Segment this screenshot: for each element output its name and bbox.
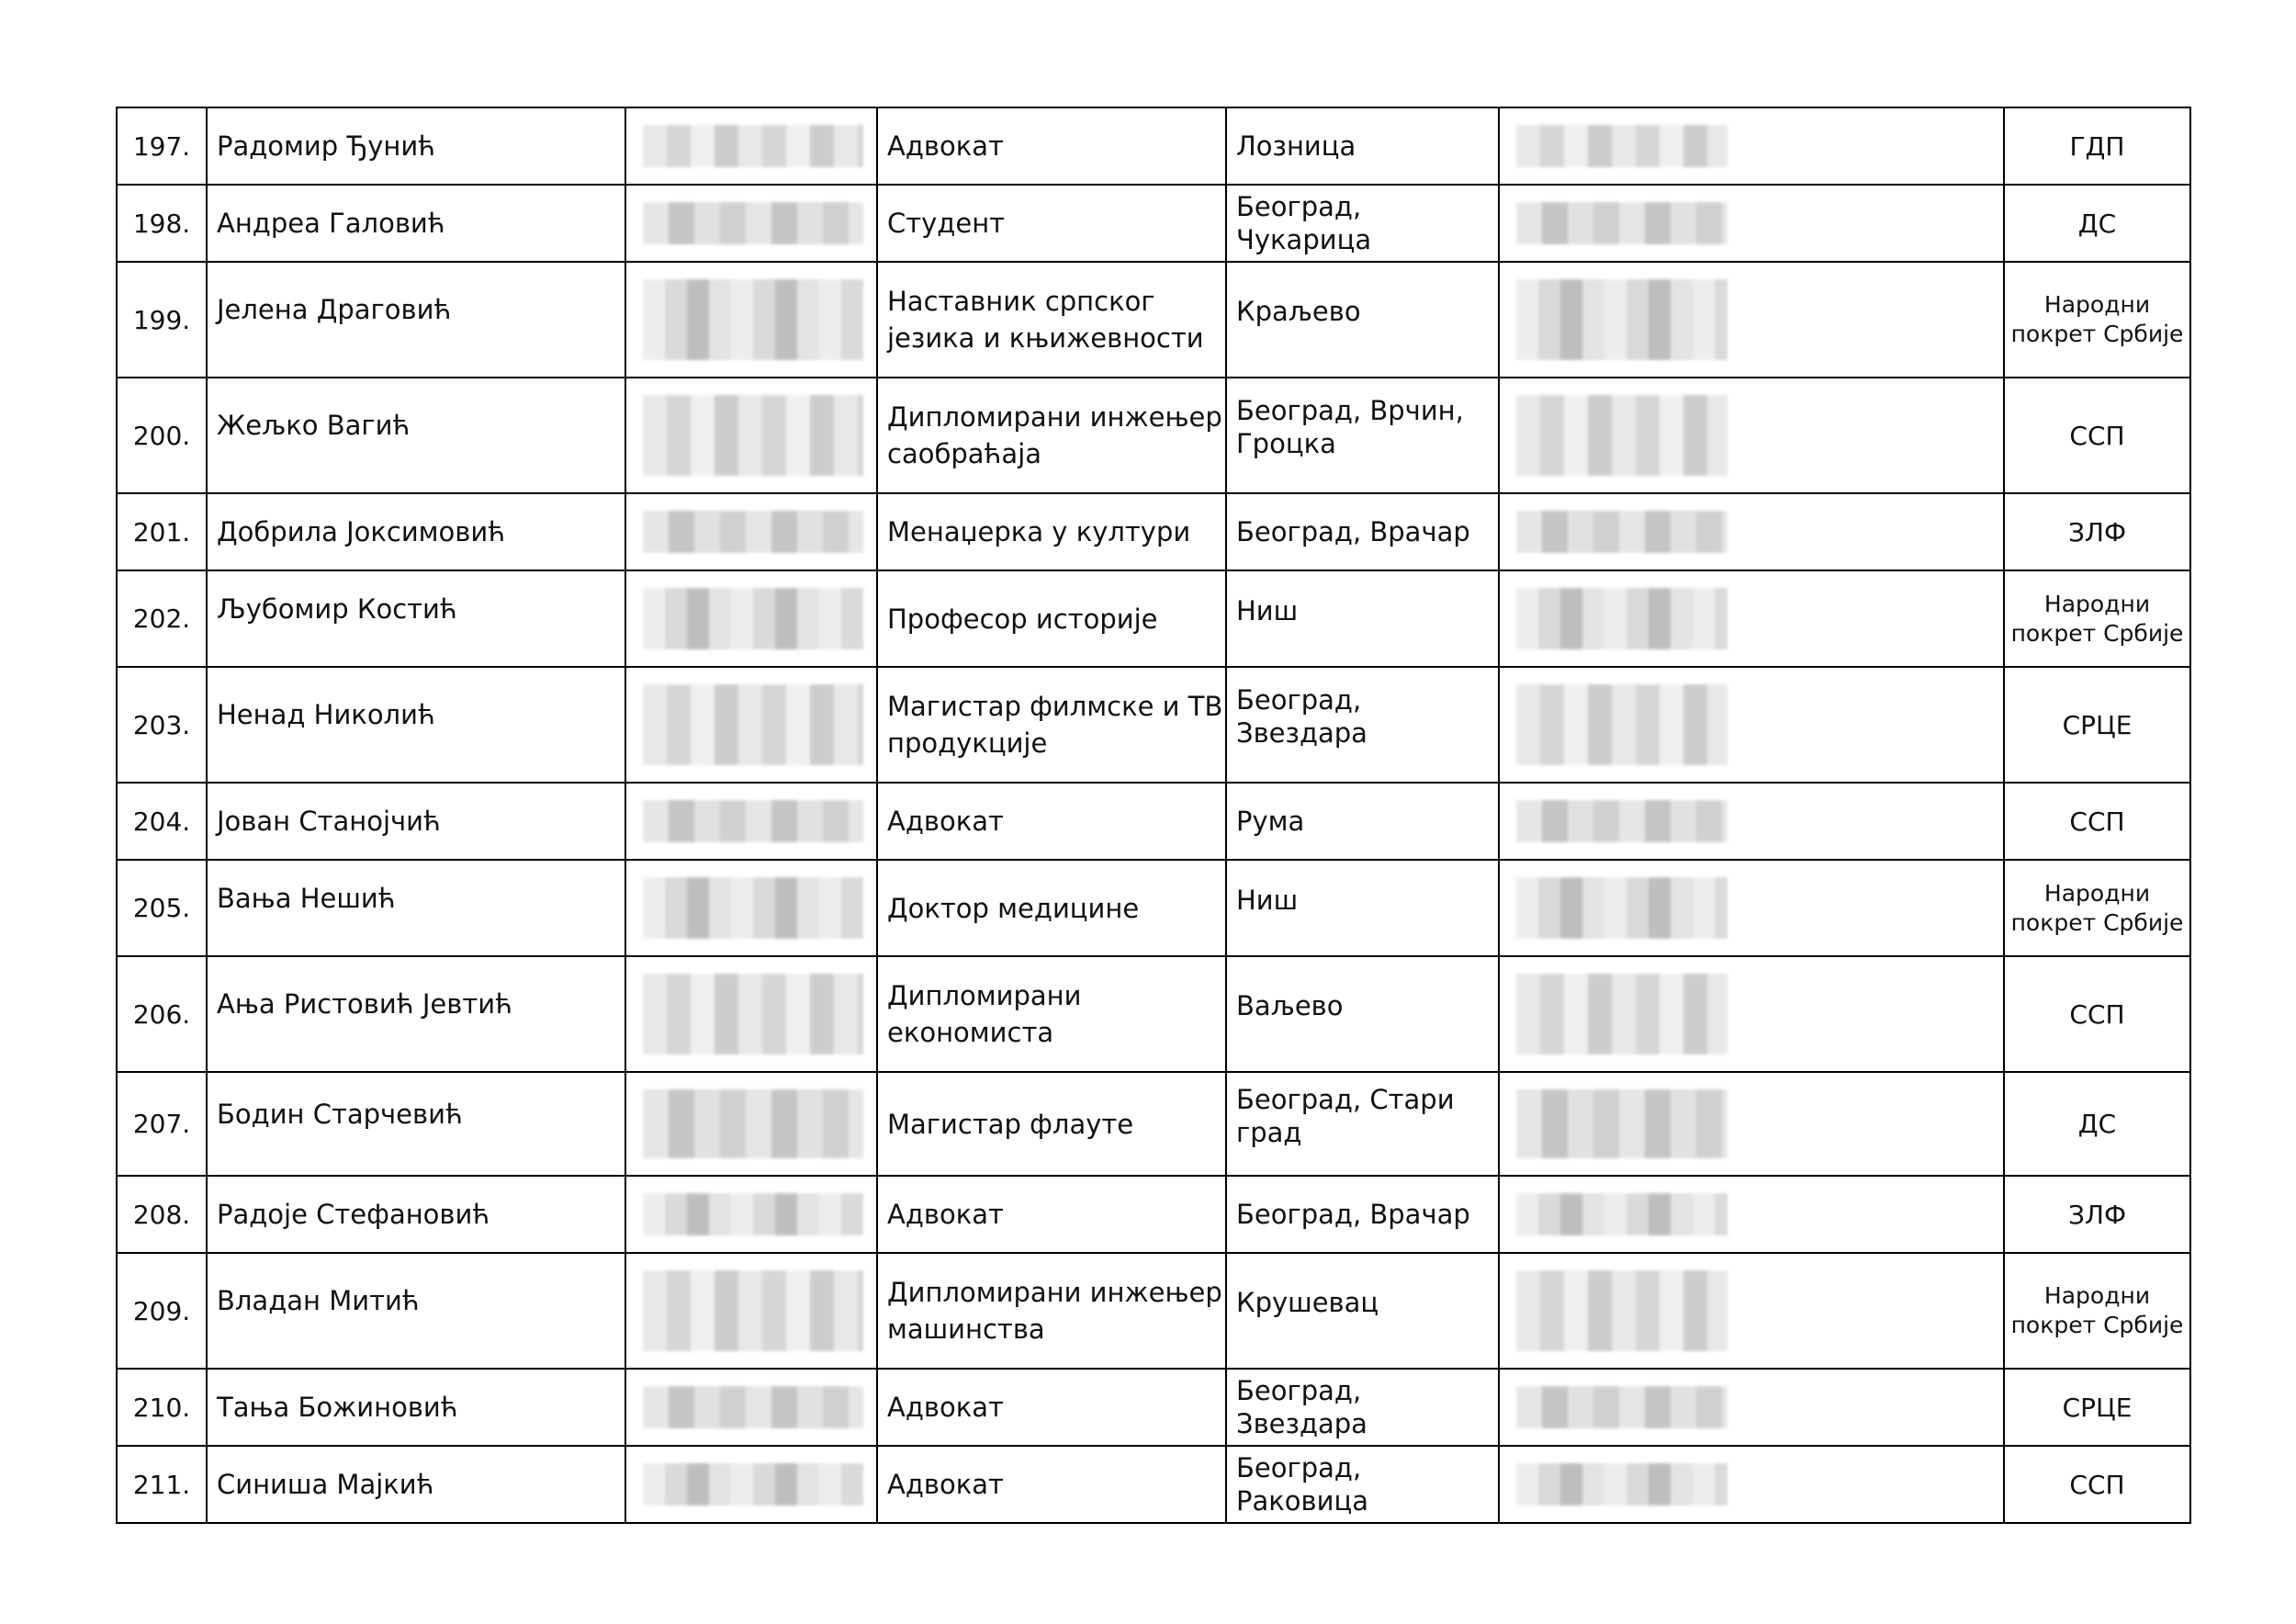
table-row [117,956,2190,1072]
candidate-party: ДС [2004,1072,2190,1176]
table-row [117,1446,2190,1523]
candidate-table [116,107,2191,1524]
candidate-city: Ваљево [1226,956,1499,1072]
redacted-cell [1499,262,2004,378]
table-row [117,1369,2190,1446]
candidate-city: Београд, Стари град [1226,1072,1499,1176]
candidate-party: ССП [2004,378,2190,493]
candidate-city: Београд, Врачар [1226,493,1499,570]
candidate-occupation: Адвокат [877,783,1226,860]
candidate-number-text: 211. [132,1469,191,1500]
candidate-party: Народни покрет Србије [2004,1253,2190,1369]
candidate-number [117,262,207,378]
candidate-number-text: 206. [132,998,191,1030]
redaction-blur [643,511,863,553]
candidate-occupation: Менаџерка у култури [877,493,1226,570]
candidate-occupation: Адвокат [877,1369,1226,1446]
redaction-blur [1516,1270,1728,1351]
candidate-occupation: Адвокат [877,1446,1226,1523]
candidate-number [117,1176,207,1253]
candidate-party: ЗЛФ [2004,493,2190,570]
candidate-party: ЗЛФ [2004,1176,2190,1253]
candidate-number-text: 204. [132,806,191,837]
candidate-occupation: Магистар флауте [877,1072,1226,1176]
redacted-cell [625,262,877,378]
candidate-number [117,783,207,860]
redaction-blur [643,125,863,167]
candidate-number-text: 210. [132,1392,191,1423]
redaction-blur [643,1463,863,1506]
candidate-number-text: 200. [132,420,191,451]
candidate-city: Београд, Звездара [1226,667,1499,783]
redacted-cell [1499,1446,2004,1523]
redaction-blur [1516,125,1728,167]
candidate-number-text: 203. [132,709,191,740]
candidate-number-text: 207. [132,1109,191,1139]
candidate-name: Синиша Мајкић [207,1446,625,1523]
candidate-city: Ниш [1226,860,1499,956]
redaction-blur [1516,588,1728,649]
redacted-cell [1499,1072,2004,1176]
redaction-blur [643,202,863,244]
candidate-number [117,1446,207,1523]
candidate-occupation: Дипломирани инжењер саобраћаја [877,378,1226,493]
redaction-blur [643,1386,863,1428]
candidate-party: Народни покрет Србије [2004,860,2190,956]
table-row [117,262,2190,378]
redacted-cell [1499,1176,2004,1253]
candidate-number-text: 201. [132,516,191,547]
candidate-name: Андреа Галовић [207,185,625,262]
candidate-occupation: Магистар филмске и ТВ продукције [877,667,1226,783]
redacted-cell [625,378,877,493]
candidate-number [117,956,207,1072]
redacted-cell [625,1176,877,1253]
candidate-city: Ниш [1226,570,1499,667]
candidate-name: Жељко Вагић [207,378,625,493]
redacted-cell [625,570,877,667]
redacted-cell [625,1253,877,1369]
candidate-name: Јован Станојчић [207,783,625,860]
redacted-cell [1499,956,2004,1072]
candidate-occupation: Професор историје [877,570,1226,667]
candidate-party: Народни покрет Србије [2004,570,2190,667]
redacted-cell [1499,1253,2004,1369]
table-row [117,570,2190,667]
candidate-name: Ања Ристовић Јевтић [207,956,625,1072]
table-row [117,667,2190,783]
candidate-name: Јелена Драговић [207,262,625,378]
redaction-blur [1516,1089,1728,1158]
candidate-occupation: Адвокат [877,1176,1226,1253]
candidate-number-text: 199. [132,304,191,335]
redaction-blur [643,395,863,476]
candidate-party: ССП [2004,783,2190,860]
candidate-number [117,1072,207,1176]
redacted-cell [1499,570,2004,667]
redacted-cell [625,860,877,956]
redaction-blur [643,1270,863,1351]
redacted-cell [1499,107,2004,185]
candidate-number [117,667,207,783]
table-row [117,783,2190,860]
candidate-city: Рума [1226,783,1499,860]
candidate-city: Београд, Врачар [1226,1176,1499,1253]
candidate-number-text: 208. [132,1199,191,1230]
redacted-cell [625,1072,877,1176]
redacted-cell [625,956,877,1072]
candidate-name: Ненад Николић [207,667,625,783]
candidate-name: Радоје Стефановић [207,1176,625,1253]
table-row [117,1253,2190,1369]
candidate-occupation: Адвокат [877,107,1226,185]
candidate-number [117,1369,207,1446]
redacted-cell [625,1369,877,1446]
redacted-cell [625,667,877,783]
redaction-blur [1516,202,1728,244]
candidate-occupation: Наставник српског језика и књижевности [877,262,1226,378]
candidate-city: Лозница [1226,107,1499,185]
redaction-blur [643,877,863,939]
candidate-number-text: 198. [132,208,191,239]
candidate-city: Београд, Чукарица [1226,185,1499,262]
candidate-number [117,378,207,493]
table-row [117,107,2190,185]
candidate-number [117,107,207,185]
redacted-cell [1499,185,2004,262]
candidate-party: Народни покрет Србије [2004,262,2190,378]
candidate-city: Београд, Врчин, Гроцка [1226,378,1499,493]
candidate-number-text: 209. [132,1295,191,1326]
redaction-blur [1516,800,1728,842]
candidate-number [117,493,207,570]
redacted-cell [1499,1369,2004,1446]
table-row [117,378,2190,493]
redaction-blur [1516,877,1728,939]
candidate-occupation: Доктор медицине [877,860,1226,956]
redaction-blur [1516,1193,1728,1235]
redaction-blur [643,974,863,1054]
candidate-party: ГДП [2004,107,2190,185]
candidate-city: Београд, Звездара [1226,1369,1499,1446]
redaction-blur [643,279,863,360]
candidate-party: ССП [2004,956,2190,1072]
candidate-name: Добрила Јоксимовић [207,493,625,570]
candidate-number [117,1253,207,1369]
redaction-blur [1516,974,1728,1054]
redacted-cell [625,1446,877,1523]
candidate-party: СРЦЕ [2004,1369,2190,1446]
redaction-blur [1516,684,1728,765]
redaction-blur [643,684,863,765]
candidate-number [117,570,207,667]
redacted-cell [625,783,877,860]
candidate-name: Радомир Ђунић [207,107,625,185]
candidate-number [117,860,207,956]
candidate-occupation: Дипломирани економиста [877,956,1226,1072]
redaction-blur [1516,395,1728,476]
candidate-city: Крушевац [1226,1253,1499,1369]
redacted-cell [1499,493,2004,570]
redacted-cell [625,493,877,570]
candidate-city: Краљево [1226,262,1499,378]
candidate-occupation: Студент [877,185,1226,262]
redaction-blur [1516,279,1728,360]
redacted-cell [1499,860,2004,956]
redacted-cell [625,185,877,262]
redacted-cell [1499,667,2004,783]
candidate-name: Бодин Старчевић [207,1072,625,1176]
redacted-cell [1499,378,2004,493]
candidate-name: Љубомир Костић [207,570,625,667]
table-row [117,185,2190,262]
table-row [117,493,2190,570]
redacted-cell [625,107,877,185]
redaction-blur [1516,1463,1728,1506]
redacted-cell [1499,783,2004,860]
candidate-number [117,185,207,262]
candidate-name: Тања Божиновић [207,1369,625,1446]
candidate-number-text: 205. [132,893,191,923]
candidate-name: Владан Митић [207,1253,625,1369]
candidate-number-text: 202. [132,603,191,634]
table-row [117,1072,2190,1176]
candidate-city: Београд, Раковица [1226,1446,1499,1523]
candidate-occupation: Дипломирани инжењер машинства [877,1253,1226,1369]
redaction-blur [643,1193,863,1235]
redaction-blur [1516,511,1728,553]
redaction-blur [643,588,863,649]
redaction-blur [643,1089,863,1158]
table-row [117,860,2190,956]
candidate-name: Вања Нешић [207,860,625,956]
candidate-party: СРЦЕ [2004,667,2190,783]
table-row [117,1176,2190,1253]
redaction-blur [1516,1386,1728,1428]
redaction-blur [643,800,863,842]
candidate-party: ССП [2004,1446,2190,1523]
candidate-party: ДС [2004,185,2190,262]
candidate-number-text: 197. [132,130,191,162]
